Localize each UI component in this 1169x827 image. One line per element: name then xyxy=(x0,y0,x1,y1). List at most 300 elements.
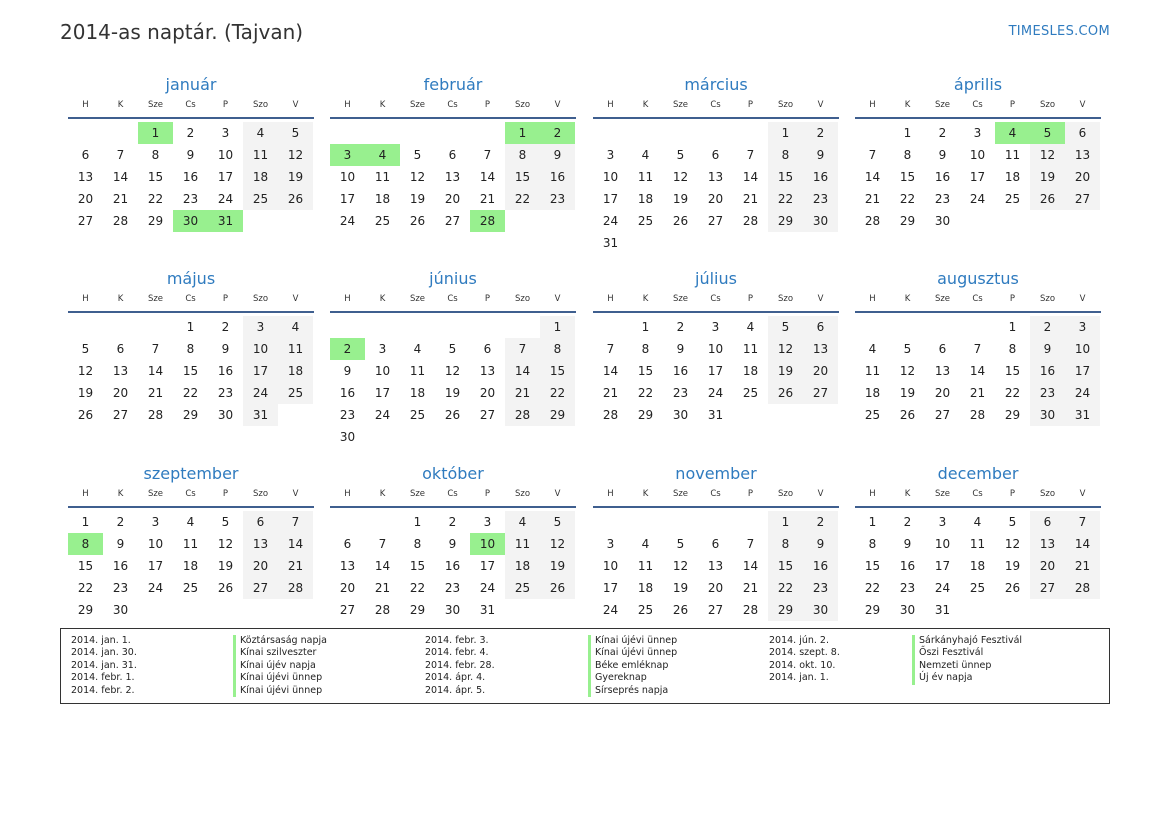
weekday-label: H xyxy=(869,100,876,110)
day-cell: 30 xyxy=(339,430,356,444)
day-cell: 3 xyxy=(938,515,947,529)
day-cell: 20 xyxy=(1065,166,1100,188)
legend-holiday-name: Béke emléknap xyxy=(588,660,677,672)
day-cell: 23 xyxy=(112,581,129,595)
day-cell: 23 xyxy=(803,188,838,210)
day-cell: 21 xyxy=(1065,555,1100,577)
weekday-label: Sze xyxy=(934,489,951,499)
day-cell: 27 xyxy=(1030,577,1065,599)
weekday-label: Cs xyxy=(972,294,983,304)
day-cell: 15 xyxy=(899,170,916,184)
day-cell: 2 xyxy=(221,320,230,334)
weekday-label: Sze xyxy=(409,489,426,499)
weekday-label: H xyxy=(869,294,876,304)
day-cell: 25 xyxy=(243,188,278,210)
month-5 xyxy=(330,267,576,448)
day-cell: 16 xyxy=(1030,360,1065,382)
day-cell: 13 xyxy=(1065,144,1100,166)
day-cell: 28 xyxy=(602,408,619,422)
weekday-label: P xyxy=(484,294,491,304)
day-cell: 23 xyxy=(899,581,916,595)
legend-names-2 xyxy=(912,635,1022,685)
month-name: június xyxy=(429,269,477,288)
month-name: szeptember xyxy=(143,464,239,483)
brand-link[interactable]: TIMESLES.COM xyxy=(1008,24,1110,39)
legend-date: 2014. jan. 31. xyxy=(71,659,137,671)
day-cell: 24 xyxy=(147,581,164,595)
day-cell: 18 xyxy=(182,559,199,573)
day-cell: 5 xyxy=(676,148,685,162)
day-cell: 12 xyxy=(899,364,916,378)
weekday-label: P xyxy=(1009,489,1016,499)
day-cell: 27 xyxy=(707,603,724,617)
day-cell: 12 xyxy=(540,533,575,555)
day-cell: 19 xyxy=(672,581,689,595)
day-cell: 18 xyxy=(409,386,426,400)
day-cell: 18 xyxy=(742,364,759,378)
day-cell: 2 xyxy=(116,515,125,529)
weekday-label: Cs xyxy=(185,489,196,499)
day-cell: 8 xyxy=(540,338,575,360)
day-cell: 22 xyxy=(1004,386,1021,400)
weekday-label: P xyxy=(222,100,229,110)
day-grid xyxy=(593,122,839,254)
holiday-day-cell: 4 xyxy=(995,122,1030,144)
day-cell: 13 xyxy=(112,364,129,378)
weekday-header xyxy=(593,291,839,313)
day-cell: 9 xyxy=(221,342,230,356)
day-cell: 25 xyxy=(637,214,654,228)
day-cell: 2 xyxy=(1030,316,1065,338)
day-cell: 17 xyxy=(602,581,619,595)
day-cell: 15 xyxy=(409,559,426,573)
day-cell: 7 xyxy=(116,148,125,162)
weekday-label: Cs xyxy=(710,489,721,499)
day-cell: 28 xyxy=(1065,577,1100,599)
day-grid xyxy=(593,316,839,448)
day-cell: 6 xyxy=(243,511,278,533)
day-cell: 24 xyxy=(602,603,619,617)
day-grid xyxy=(855,122,1101,254)
legend-date: 2014. jan. 1. xyxy=(769,672,829,684)
weekday-label: Cs xyxy=(710,294,721,304)
day-cell: 7 xyxy=(606,342,615,356)
weekday-label: Sze xyxy=(409,294,426,304)
weekday-label: Sze xyxy=(672,100,689,110)
day-cell: 2 xyxy=(938,126,947,140)
day-cell: 2 xyxy=(186,126,195,140)
weekday-label: Cs xyxy=(447,100,458,110)
day-cell: 9 xyxy=(676,342,685,356)
legend-date: 2014. jan. 30. xyxy=(71,647,137,659)
day-cell: 23 xyxy=(540,188,575,210)
day-cell: 21 xyxy=(147,386,164,400)
weekday-label: Cs xyxy=(447,489,458,499)
day-cell: 16 xyxy=(444,559,461,573)
day-cell: 7 xyxy=(746,148,755,162)
legend-holiday-name: Kínai szilveszter xyxy=(233,647,327,659)
weekday-label: P xyxy=(484,100,491,110)
day-cell: 8 xyxy=(868,537,877,551)
day-cell: 5 xyxy=(903,342,912,356)
day-grid xyxy=(330,316,576,448)
day-cell: 2 xyxy=(676,320,685,334)
day-cell: 1 xyxy=(768,511,803,533)
day-cell: 31 xyxy=(479,603,496,617)
day-cell: 11 xyxy=(278,338,313,360)
day-cell: 14 xyxy=(278,533,313,555)
weekday-label: V xyxy=(1079,294,1086,304)
day-cell: 20 xyxy=(1030,555,1065,577)
day-cell: 23 xyxy=(182,192,199,206)
legend-date: 2014. febr. 3. xyxy=(425,635,489,646)
day-cell: 30 xyxy=(803,210,838,232)
legend-holiday-name: Nemzeti ünnep xyxy=(912,660,1022,672)
day-cell: 19 xyxy=(77,386,94,400)
day-cell: 15 xyxy=(77,559,94,573)
day-cell: 25 xyxy=(864,408,881,422)
day-cell: 10 xyxy=(707,342,724,356)
day-cell: 5 xyxy=(540,511,575,533)
day-cell: 1 xyxy=(641,320,650,334)
day-cell: 15 xyxy=(505,166,540,188)
day-cell: 9 xyxy=(116,537,125,551)
day-cell: 18 xyxy=(1004,170,1021,184)
weekday-label: P xyxy=(222,489,229,499)
day-cell: 21 xyxy=(505,382,540,404)
day-cell: 1 xyxy=(81,515,90,529)
day-cell: 8 xyxy=(186,342,195,356)
weekday-label: K xyxy=(904,489,911,499)
day-cell: 5 xyxy=(413,148,422,162)
day-cell: 17 xyxy=(934,559,951,573)
day-cell: 27 xyxy=(803,382,838,404)
weekday-label: K xyxy=(904,294,911,304)
day-cell: 22 xyxy=(147,192,164,206)
day-cell: 23 xyxy=(672,386,689,400)
day-cell: 22 xyxy=(540,382,575,404)
legend-holiday-name: Új év napja xyxy=(912,672,1022,684)
day-cell: 4 xyxy=(243,122,278,144)
day-cell: 14 xyxy=(147,364,164,378)
day-cell: 24 xyxy=(479,581,496,595)
month-3 xyxy=(855,73,1101,254)
day-cell: 30 xyxy=(444,603,461,617)
day-cell: 27 xyxy=(112,408,129,422)
month-name: augusztus xyxy=(937,269,1019,288)
day-cell: 5 xyxy=(221,515,230,529)
day-cell: 13 xyxy=(243,533,278,555)
weekday-label: V xyxy=(292,294,299,304)
day-cell: 26 xyxy=(672,603,689,617)
weekday-label: V xyxy=(292,100,299,110)
day-cell: 17 xyxy=(969,170,986,184)
day-cell: 21 xyxy=(864,192,881,206)
day-cell: 30 xyxy=(1030,404,1065,426)
weekday-header xyxy=(330,97,576,119)
day-cell: 30 xyxy=(217,408,234,422)
legend-holiday-name: Kínai újév napja xyxy=(233,660,327,672)
day-cell: 11 xyxy=(864,364,881,378)
day-cell: 10 xyxy=(602,559,619,573)
day-cell: 5 xyxy=(768,316,803,338)
day-grid xyxy=(855,511,1101,643)
day-cell: 22 xyxy=(505,188,540,210)
day-cell: 26 xyxy=(899,408,916,422)
day-cell: 28 xyxy=(112,214,129,228)
legend-holiday-name: Köztársaság napja xyxy=(233,635,327,647)
day-cell: 13 xyxy=(803,338,838,360)
day-cell: 9 xyxy=(803,144,838,166)
weekday-label: K xyxy=(379,100,386,110)
day-cell: 19 xyxy=(409,192,426,206)
day-cell: 28 xyxy=(278,577,313,599)
day-cell: 11 xyxy=(637,559,654,573)
day-cell: 24 xyxy=(217,192,234,206)
day-cell: 3 xyxy=(973,126,982,140)
weekday-header xyxy=(68,291,314,313)
day-cell: 7 xyxy=(1065,511,1100,533)
legend-date: 2014. szept. 8. xyxy=(769,647,840,659)
day-cell: 18 xyxy=(278,360,313,382)
day-cell: 21 xyxy=(742,581,759,595)
month-9 xyxy=(330,462,576,643)
legend-holiday-name: Kínai újévi ünnep xyxy=(233,672,327,684)
weekday-label: Szo xyxy=(252,294,269,304)
day-cell: 29 xyxy=(540,404,575,426)
day-cell: 8 xyxy=(505,144,540,166)
holiday-day-cell: 1 xyxy=(505,122,540,144)
weekday-label: K xyxy=(904,100,911,110)
day-cell: 12 xyxy=(1030,144,1065,166)
weekday-label: P xyxy=(747,489,754,499)
day-cell: 29 xyxy=(1004,408,1021,422)
day-cell: 13 xyxy=(934,364,951,378)
day-cell: 6 xyxy=(448,148,457,162)
day-cell: 4 xyxy=(746,320,755,334)
day-cell: 23 xyxy=(934,192,951,206)
day-cell: 20 xyxy=(243,555,278,577)
weekday-label: Szo xyxy=(777,294,794,304)
day-grid xyxy=(68,122,314,254)
weekday-label: Szo xyxy=(252,489,269,499)
weekday-label: Szo xyxy=(777,100,794,110)
day-cell: 15 xyxy=(1004,364,1021,378)
weekday-label: Cs xyxy=(447,294,458,304)
legend-holiday-name: Őszi Fesztivál xyxy=(912,647,1022,659)
holiday-day-cell: 2 xyxy=(540,122,575,144)
day-cell: 21 xyxy=(374,581,391,595)
day-cell: 16 xyxy=(899,559,916,573)
weekday-label: Szo xyxy=(1039,100,1056,110)
day-cell: 17 xyxy=(147,559,164,573)
day-cell: 16 xyxy=(339,386,356,400)
day-cell: 11 xyxy=(742,342,759,356)
day-cell: 28 xyxy=(374,603,391,617)
weekday-label: K xyxy=(379,294,386,304)
day-cell: 20 xyxy=(707,581,724,595)
holiday-day-cell: 10 xyxy=(470,533,505,555)
day-cell: 10 xyxy=(374,364,391,378)
day-cell: 22 xyxy=(77,581,94,595)
day-cell: 12 xyxy=(768,338,803,360)
day-cell: 22 xyxy=(409,581,426,595)
day-cell: 31 xyxy=(934,603,951,617)
day-cell: 10 xyxy=(934,537,951,551)
day-cell: 3 xyxy=(151,515,160,529)
weekday-label: H xyxy=(607,294,614,304)
weekday-header xyxy=(593,486,839,508)
day-cell: 3 xyxy=(1065,316,1100,338)
day-cell: 10 xyxy=(1065,338,1100,360)
day-cell: 12 xyxy=(278,144,313,166)
month-11 xyxy=(855,462,1101,643)
day-cell: 6 xyxy=(483,342,492,356)
day-cell: 27 xyxy=(479,408,496,422)
day-cell: 10 xyxy=(147,537,164,551)
day-cell: 26 xyxy=(278,188,313,210)
day-cell: 3 xyxy=(378,342,387,356)
month-name: május xyxy=(166,269,216,288)
day-cell: 30 xyxy=(672,408,689,422)
day-cell: 19 xyxy=(217,559,234,573)
legend-date: 2014. ápr. 5. xyxy=(425,684,486,696)
holiday-day-cell: 31 xyxy=(208,210,243,232)
day-cell: 28 xyxy=(742,214,759,228)
day-cell: 15 xyxy=(768,555,803,577)
day-cell: 6 xyxy=(81,148,90,162)
weekday-label: H xyxy=(344,294,351,304)
weekday-label: V xyxy=(292,489,299,499)
weekday-label: P xyxy=(484,489,491,499)
day-cell: 30 xyxy=(899,603,916,617)
day-cell: 30 xyxy=(803,599,838,621)
day-cell: 29 xyxy=(182,408,199,422)
day-cell: 4 xyxy=(278,316,313,338)
day-cell: 19 xyxy=(540,555,575,577)
day-cell: 15 xyxy=(540,360,575,382)
weekday-label: K xyxy=(117,100,124,110)
day-cell: 10 xyxy=(217,148,234,162)
day-cell: 21 xyxy=(602,386,619,400)
weekday-label: V xyxy=(817,100,824,110)
day-grid xyxy=(68,511,314,643)
day-cell: 25 xyxy=(505,577,540,599)
day-cell: 6 xyxy=(938,342,947,356)
day-grid xyxy=(330,122,576,254)
day-cell: 16 xyxy=(112,559,129,573)
weekday-label: Szo xyxy=(777,489,794,499)
weekday-label: P xyxy=(1009,100,1016,110)
day-cell: 12 xyxy=(1004,537,1021,551)
day-cell: 5 xyxy=(1008,515,1017,529)
day-cell: 25 xyxy=(182,581,199,595)
day-cell: 26 xyxy=(1004,581,1021,595)
day-cell: 3 xyxy=(606,148,615,162)
legend-holiday-name: Sírseprés napja xyxy=(588,685,677,697)
weekday-label: Cs xyxy=(972,489,983,499)
weekday-label: H xyxy=(344,100,351,110)
day-cell: 24 xyxy=(374,408,391,422)
day-cell: 11 xyxy=(969,537,986,551)
weekday-label: H xyxy=(607,489,614,499)
day-cell: 31 xyxy=(707,408,724,422)
day-cell: 13 xyxy=(339,559,356,573)
day-cell: 10 xyxy=(243,338,278,360)
weekday-label: V xyxy=(817,489,824,499)
legend-holiday-name: Sárkányhajó Fesztivál xyxy=(912,635,1022,647)
day-cell: 29 xyxy=(864,603,881,617)
day-cell: 18 xyxy=(374,192,391,206)
day-cell: 22 xyxy=(768,577,803,599)
day-cell: 9 xyxy=(903,537,912,551)
weekday-label: K xyxy=(642,294,649,304)
day-cell: 31 xyxy=(1065,404,1100,426)
day-cell: 7 xyxy=(868,148,877,162)
weekday-label: Szo xyxy=(1039,294,1056,304)
day-cell: 21 xyxy=(278,555,313,577)
day-cell: 4 xyxy=(641,537,650,551)
day-cell: 21 xyxy=(112,192,129,206)
day-cell: 17 xyxy=(217,170,234,184)
weekday-label: Sze xyxy=(934,294,951,304)
legend-dates-1 xyxy=(425,635,495,697)
month-1 xyxy=(330,73,576,254)
day-cell: 2 xyxy=(803,122,838,144)
weekday-header xyxy=(855,97,1101,119)
day-cell: 27 xyxy=(243,577,278,599)
day-cell: 3 xyxy=(711,320,720,334)
day-cell: 10 xyxy=(602,170,619,184)
day-cell: 22 xyxy=(864,581,881,595)
month-name: január xyxy=(165,75,217,94)
weekday-label: Sze xyxy=(934,100,951,110)
day-cell: 11 xyxy=(637,170,654,184)
day-cell: 4 xyxy=(505,511,540,533)
day-cell: 3 xyxy=(221,126,230,140)
weekday-label: Sze xyxy=(147,294,164,304)
day-cell: 9 xyxy=(938,148,947,162)
holiday-day-cell: 1 xyxy=(138,122,173,144)
day-cell: 14 xyxy=(479,170,496,184)
month-10 xyxy=(593,462,839,643)
holiday-day-cell: 4 xyxy=(365,144,400,166)
day-cell: 11 xyxy=(1004,148,1021,162)
day-cell: 14 xyxy=(742,170,759,184)
day-cell: 9 xyxy=(343,364,352,378)
weekday-label: H xyxy=(607,100,614,110)
legend-date: 2014. ápr. 4. xyxy=(425,672,486,684)
day-cell: 26 xyxy=(768,382,803,404)
day-cell: 9 xyxy=(186,148,195,162)
day-cell: 20 xyxy=(803,360,838,382)
day-cell: 25 xyxy=(409,408,426,422)
day-cell: 10 xyxy=(339,170,356,184)
day-cell: 26 xyxy=(672,214,689,228)
day-cell: 19 xyxy=(278,166,313,188)
month-name: február xyxy=(423,75,483,94)
day-cell: 6 xyxy=(1065,122,1100,144)
day-cell: 9 xyxy=(803,533,838,555)
day-cell: 28 xyxy=(864,214,881,228)
day-cell: 24 xyxy=(339,214,356,228)
day-cell: 13 xyxy=(479,364,496,378)
day-cell: 4 xyxy=(868,342,877,356)
month-2 xyxy=(593,73,839,254)
month-name: október xyxy=(422,464,484,483)
holiday-day-cell: 8 xyxy=(68,533,103,555)
day-cell: 18 xyxy=(864,386,881,400)
